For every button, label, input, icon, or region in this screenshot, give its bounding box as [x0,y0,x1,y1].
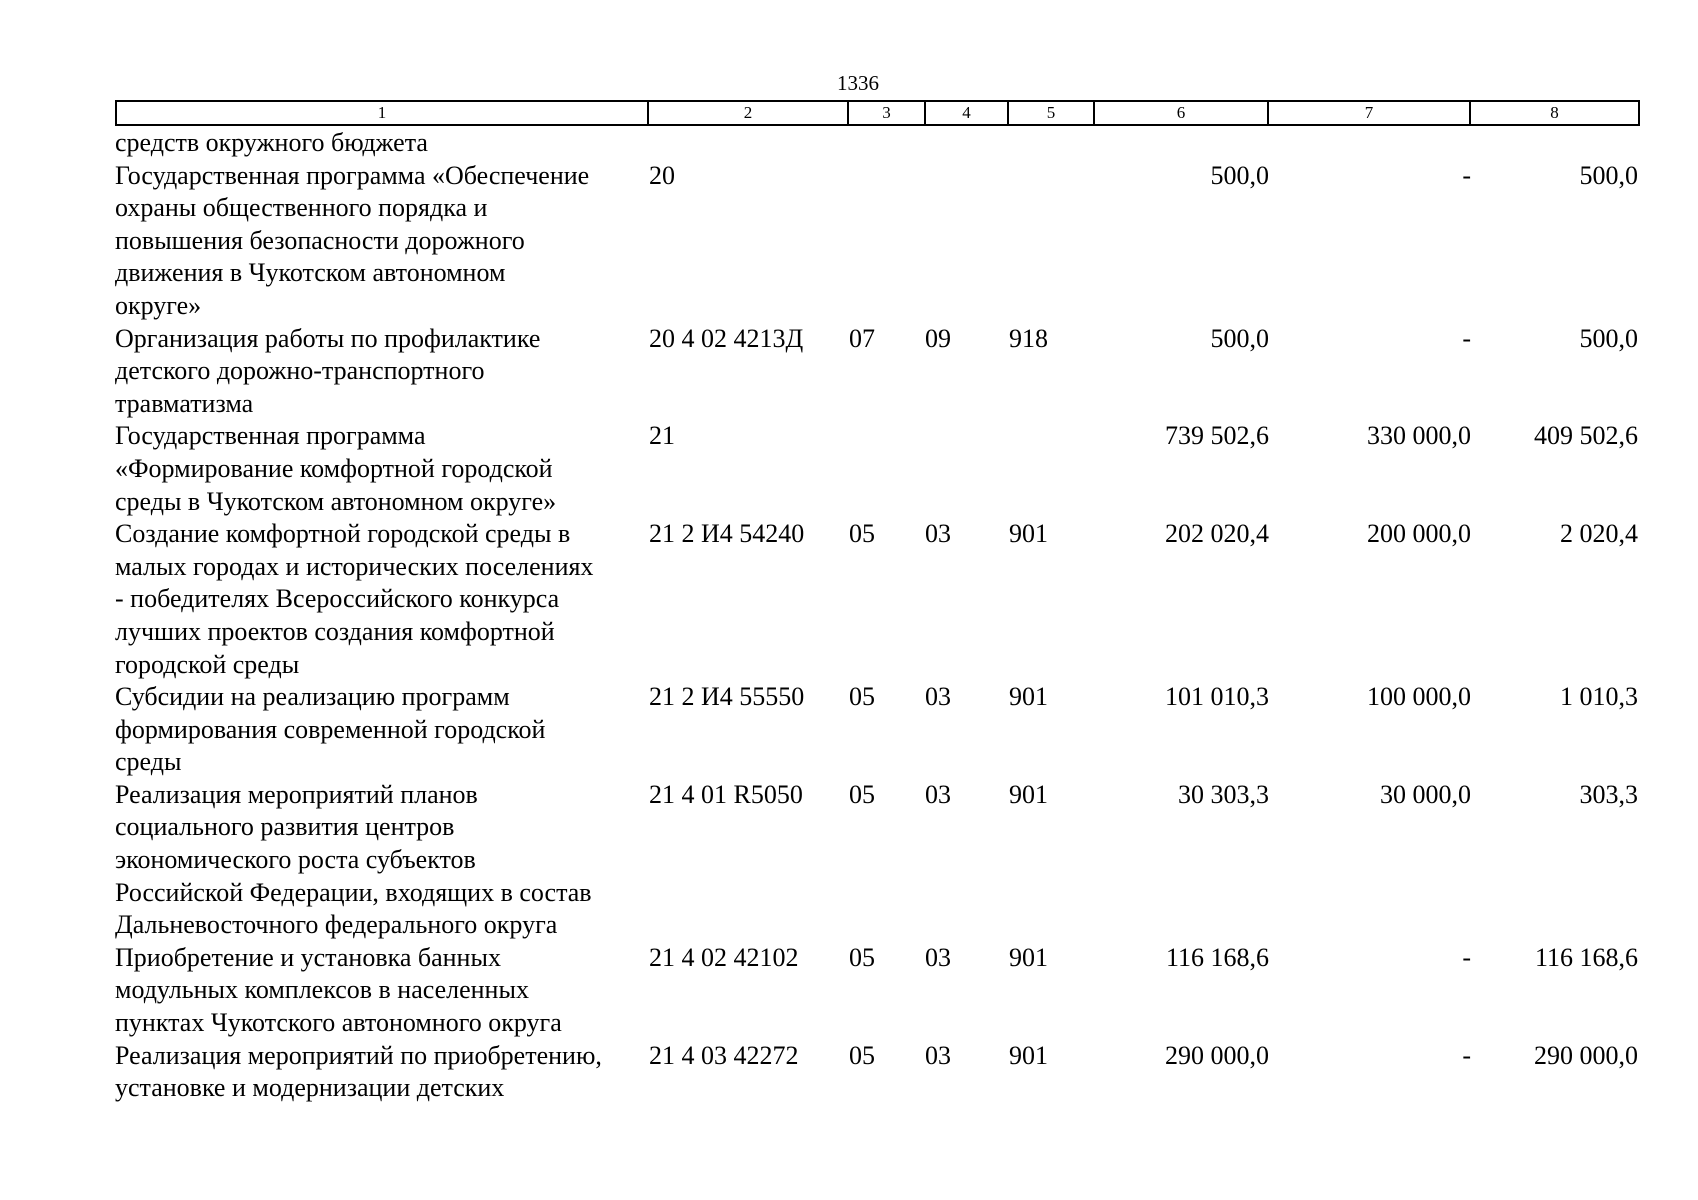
row-federal [1269,127,1471,160]
column-number-2: 2 [648,101,848,125]
row-section [849,160,925,323]
row-subsection [925,160,1009,323]
row-code: 21 [649,421,675,451]
row-code: 21 2 И4 55550 [649,682,805,712]
row-federal: - [1462,323,1471,353]
row-name: Государственная программа «Формирование комфортной городской среды в Чукотском автономном округе» [115,421,557,516]
row-code: 21 4 03 42272 [649,1040,799,1070]
row-name: Реализация мероприятий планов социального развития центров экономического роста субъектов Российской Федерации, входящих в состав Дальневосточного федерального округа [115,779,592,940]
row-name: Приобретение и установка банных модульных комплексов в населенных пунктах Чукотского автономного округа [115,942,562,1038]
row-regional: 290 000,0 [1534,1040,1638,1070]
row-administrator [1009,127,1095,160]
row-subsection: 09 [925,323,951,353]
row-code: 21 2 И4 54240 [649,519,805,549]
table-row [115,323,1638,421]
row-federal: 30 000,0 [1380,779,1471,809]
row-federal: - [1462,942,1471,972]
row-section [849,127,925,160]
row-code: 21 4 01 R5050 [649,779,803,809]
row-subsection: 03 [925,1040,951,1070]
column-number-7: 7 [1268,101,1470,125]
row-name: Государственная программа «Обеспечение охраны общественного порядка и повышения безопасности дорожного движения в Чукотском автономном округе» [115,160,590,320]
column-number-3: 3 [848,101,925,125]
row-section: 05 [849,519,875,549]
row-federal: 200 000,0 [1367,519,1471,549]
row-total: 101 010,3 [1165,682,1269,712]
row-name: Реализация мероприятий по приобретению, установке и модернизации детских [115,1040,602,1103]
row-subsection: 03 [925,779,951,809]
column-number-6: 6 [1094,101,1268,125]
column-number-5: 5 [1008,101,1094,125]
row-federal: 330 000,0 [1367,421,1471,451]
table-row [115,1040,1638,1105]
page-number: 1336 [837,71,879,95]
row-regional: 1 010,3 [1560,682,1638,712]
row-subsection [925,127,1009,160]
row-administrator: 901 [1009,942,1048,972]
row-section: 05 [849,682,875,712]
row-name: средств окружного бюджета [115,128,428,157]
row-total: 202 020,4 [1165,519,1269,549]
row-regional: 500,0 [1579,160,1638,190]
table-row [115,518,1638,681]
row-section: 05 [849,942,875,972]
row-total: 116 168,6 [1165,942,1269,972]
row-regional: 500,0 [1579,323,1638,353]
table-row [115,160,1638,323]
row-regional: 2 020,4 [1560,519,1638,549]
row-code: 20 4 02 4213Д [649,323,804,353]
column-number-row [116,101,1639,125]
row-administrator: 901 [1009,779,1048,809]
row-total: 290 000,0 [1165,1040,1269,1070]
table-row [115,420,1638,518]
row-total: 500,0 [1210,323,1269,353]
row-total [1095,127,1269,160]
row-total: 500,0 [1210,160,1269,190]
row-federal: - [1462,1040,1471,1070]
row-administrator: 901 [1009,682,1048,712]
table-row [115,942,1638,1040]
row-code: 21 4 02 42102 [649,942,799,972]
row-regional [1471,127,1638,160]
row-regional: 409 502,6 [1534,421,1638,451]
row-subsection: 03 [925,682,951,712]
row-administrator [1009,160,1095,323]
row-total: 30 303,3 [1178,779,1269,809]
row-regional: 116 168,6 [1534,942,1638,972]
row-federal: 100 000,0 [1367,682,1471,712]
column-number-4: 4 [925,101,1008,125]
row-section: 07 [849,323,875,353]
table-row [115,127,1638,160]
row-section: 05 [849,1040,875,1070]
row-section [849,420,925,518]
column-number-8: 8 [1470,101,1639,125]
column-number-header [115,100,1640,126]
row-name: Субсидии на реализацию программ формирования современной городской среды [115,682,546,777]
table-row [115,779,1638,942]
row-administrator [1009,420,1095,518]
table-row [115,681,1638,779]
row-subsection: 03 [925,519,951,549]
row-total: 739 502,6 [1165,421,1269,451]
row-name: Создание комфортной городской среды в малых городах и исторических поселениях - победителях Всероссийского конкурса лучших проектов создания комфортной городской среды [115,519,594,679]
row-regional: 303,3 [1579,779,1638,809]
row-subsection: 03 [925,942,951,972]
budget-table [115,127,1638,1105]
row-code [649,127,849,160]
row-subsection [925,420,1009,518]
row-name: Организация работы по профилактике детского дорожно-транспортного травматизма [115,323,541,418]
row-administrator: 901 [1009,519,1048,549]
row-administrator: 918 [1009,323,1048,353]
row-code: 20 [649,160,675,190]
column-number-1: 1 [116,101,648,125]
row-administrator: 901 [1009,1040,1048,1070]
row-section: 05 [849,779,875,809]
row-federal: - [1462,160,1471,190]
